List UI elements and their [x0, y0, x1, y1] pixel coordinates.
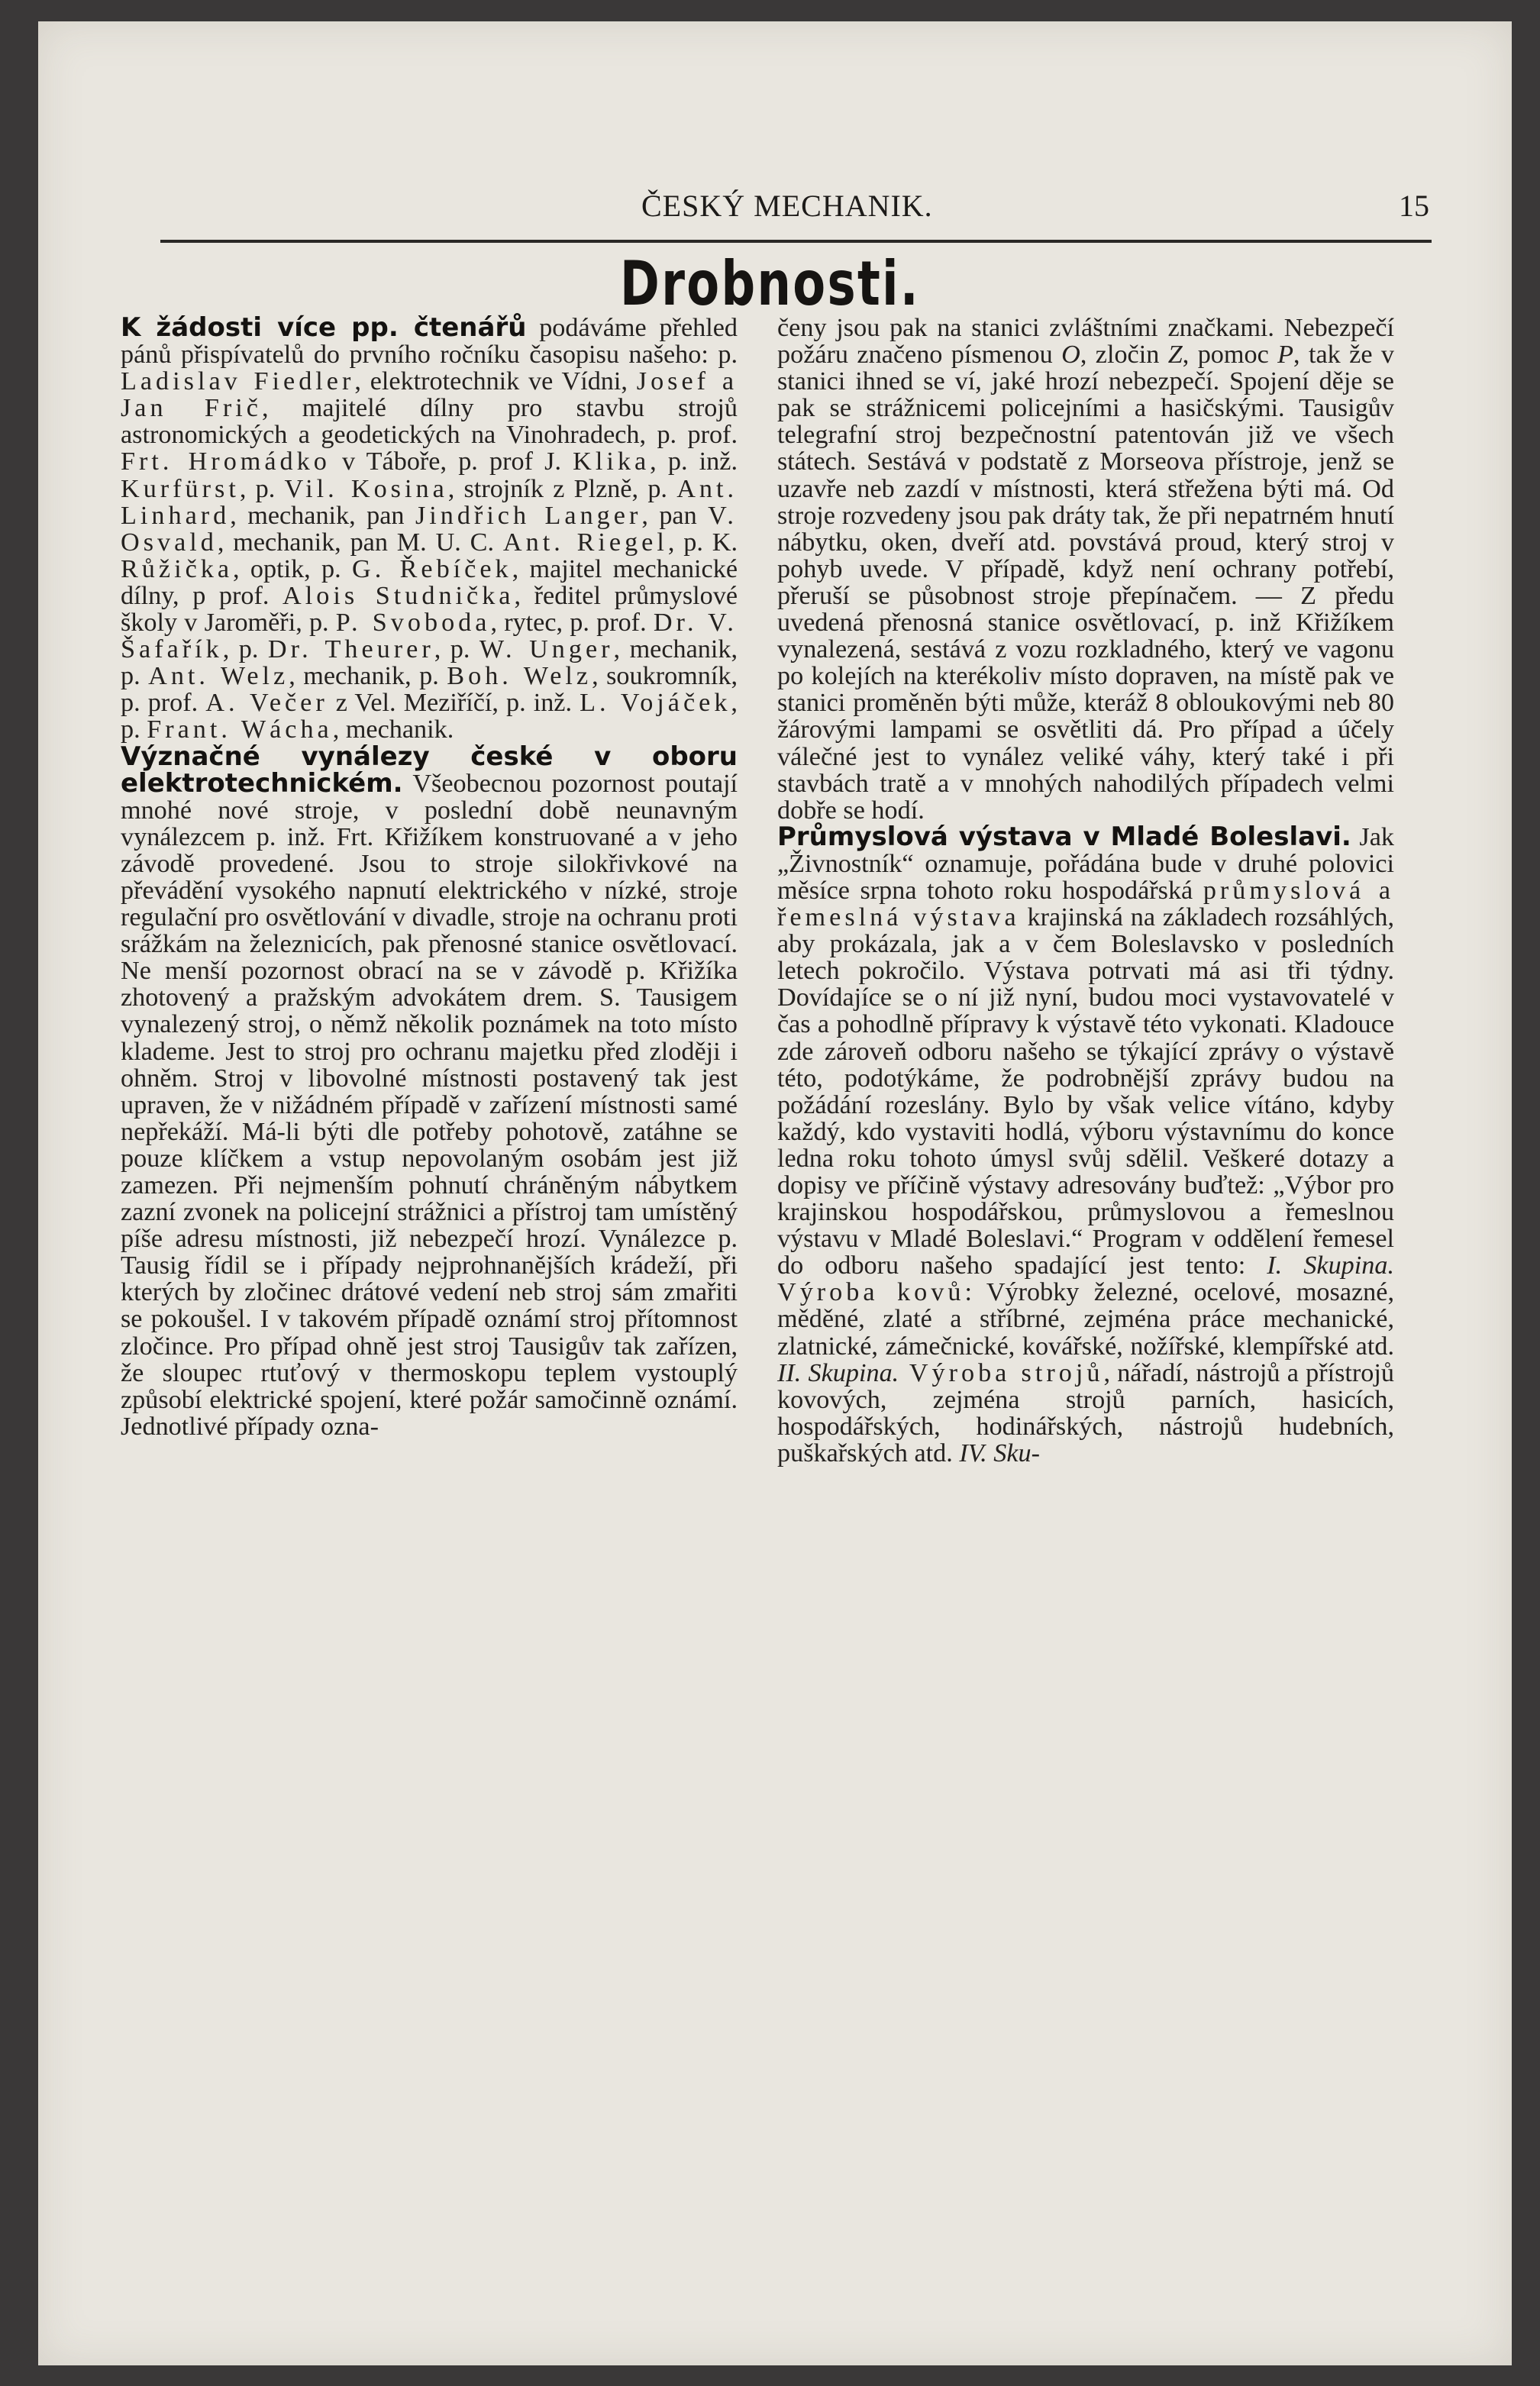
spaced-text: průmyslová a řemeslná výstava [777, 876, 1394, 932]
contributors-heading: K žádosti více pp. čtenářů [121, 312, 527, 343]
text-run: , mechanik, p. [121, 635, 738, 691]
inventions-paragraph [121, 741, 738, 1441]
text-run: , nářadí, nástrojů a přístrojů kovových, zejména strojů parních, hasicích, hospodářských, hodinářských, nástrojů hudebních, puškařských atd. [777, 1358, 1394, 1467]
text-run: , ředitel průmyslové školy v Jaroměři, p. [121, 581, 738, 638]
text-run: , strojník z Plzně, p. [447, 474, 677, 503]
contributor-name: Boh. Welz [447, 662, 592, 691]
text-run: čeny jsou pak na stanici zvláštními značkami. Nebezpečí požáru značeno písmenou [777, 314, 1394, 370]
group-label: IV. Sku- [959, 1438, 1041, 1467]
inventions-continuation-paragraph [777, 315, 1394, 824]
inventions-text: Všeobecnou pozornost poutají mnohé nové stroje, v poslední době neunavným vynálezcem p. inž. Frt. Křižíkem konstruované a v jeho závodě provedené. Jsou to stroje silokřivkové na převádění vysokého napnutí elektrického v nízké, stroje regulační pro osvětlování v divadle, stroje na ochranu proti srážkám na železnicích, pak přenosné stanice osvětlovací. Ne menší pozornost obrací na se v závodě p. Křižíka zhotovený a pražským advokátem drem. S. Tausigem vynalezený stroj, o němž několik poznámek na toto místo klademe. Jest to stroj pro ochranu majetku před zloději i ohněm. Stroj v libovolné místnosti postavený tak jest upraven, že v nižádném případě v zařízení místnosti samé nepřekáží. Má-li býti dle potřeby pohotově, zatáhne se pouze klíčkem a vstup nepovolaným osobám jest již zamezen. Při nejmenším pohnutí chráněným nábytkem zazní zvonek na policejní strážnici a přístroj tam umístěný píše adresu místnosti, již nebezpečí hrozí. Vynálezce p. Tausig řídil se i případy nejprohnanějších krádeží, při kterých by zločinec drátové vedení neb stroj sám zmařiti se pokoušel. I v takovém případě oznámí stroj přítomnost zločince. Pro případ ohně jest stroj Tausigův tak zařízen, že sloupec rtuťový v thermoskopu teplem vystouplý způsobí elektrické spojení, které požár samočinně oznámí. Jednotlivé případy ozna- [121, 769, 738, 1441]
text-run: , p. [434, 635, 479, 664]
text-run: , optik, p. [233, 554, 353, 583]
text-run: , soukromník, p. prof. [121, 662, 738, 718]
contributor-name: V. Osvald [121, 501, 738, 557]
contributor-name: L. Vojáček [580, 689, 731, 718]
text-run: krajinská na základech rozsáhlých, aby prokázala, jak a v čem Boleslavsko v posledních letech pokročilo. Výstava potrvati má asi tři týdny. Dovídajíce se o ní již nyní, budou moci vystavovatelé v čas a pohodlně přípravy k výstavě této vykonati. Kladouce zde zároveň odboru našeho se týkající zprávy o výstavě této, podotýkáme, že podrobnější zprávy budou na požádání rozeslány. Bylo by však velice vítáno, kdyby každý, kdo vystaviti hodlá, výboru výstavnímu do konce ledna roku tohoto úmysl svůj sdělil. Veškeré dotazy a dopisy ve příčině výstavy adresovány buďtež: „Výbor pro krajinskou hospodářskou, průmyslovou a řemeslnou výstavu v Mladé Boleslavi.“ Program v oddělení řemesel do odboru našeho spadající jest tento: [777, 903, 1394, 1280]
text-run: , majitelé dílny pro stavbu strojů astronomických a geodetických na Vinohradech, p. prof. [121, 394, 738, 450]
contributor-name: Ant. Linhard [121, 474, 738, 530]
contributor-name: Klika [573, 447, 651, 476]
text-run: , p. [121, 689, 738, 744]
text-run: , mechanik, pan [230, 501, 415, 530]
contributor-name: Ant. Riegel [502, 528, 668, 557]
header-rule [160, 240, 1432, 243]
text-run: Jak „Živnostník“ oznamuje, pořádána bude v druhé polovici měsíce srpna tohoto roku hospodářská [777, 822, 1395, 905]
spaced-text: Výroba strojů [899, 1358, 1104, 1387]
contributor-name: Alois Studnička [282, 581, 515, 610]
text-run: , majitel mechanické dílny, p prof. [121, 554, 738, 610]
text-run: , p. inž. [650, 447, 738, 476]
contributor-name: Ladislav Fiedler [121, 367, 355, 396]
contributor-name: Růžička [121, 554, 234, 583]
contributor-name: P. Svoboda [335, 609, 491, 638]
text-run: podáváme přehled pánů přispívatelů do prvního ročníku časopisu našeho: p. [121, 314, 738, 370]
signal-letter: Z [1167, 341, 1183, 370]
contributor-name: W. Unger [479, 635, 614, 664]
text-run: , p. [239, 474, 285, 503]
contributor-name: Frant. Wácha [147, 715, 333, 744]
signal-letter: O [1061, 341, 1080, 370]
inventions-heading: Význačné vynálezy české v oboru elektrotechnickém. [121, 741, 738, 799]
text-run: : Výrobky železné, ocelové, mosazné, měděné, zlaté a stříbrné, zejména práce mechanické, zlatnické, zámečnické, kovářské, nožířské, klempířské atd. [777, 1278, 1394, 1361]
signal-letter: P [1277, 341, 1294, 370]
text-run: , rytec, p. prof. [490, 609, 654, 638]
contributor-name: Frt. Hromádko [121, 447, 331, 476]
left-column [121, 312, 738, 1441]
text-run: , mechanik, p. [289, 662, 447, 691]
group-label: II. Skupina. [777, 1358, 899, 1387]
text-run: , p. K. [667, 528, 738, 557]
exhibition-heading: Průmyslová výstava v Mladé Boleslavi. [777, 821, 1351, 852]
contributor-name: Dr. Theurer [267, 635, 434, 664]
running-header-title: ČESKÝ MECHANIK. [641, 189, 933, 223]
contributor-name: Ant. Welz [148, 662, 289, 691]
text-run: v Táboře, p. prof J. [330, 447, 573, 476]
contributor-name: Vil. Kosina [284, 474, 448, 503]
exhibition-paragraph [777, 821, 1395, 1467]
text-run: , p. [222, 635, 268, 664]
text-run: , zločin [1080, 341, 1168, 370]
text-run: , pan [641, 501, 709, 530]
text-run: , mechanik. [332, 715, 454, 744]
contributor-name: Dr. V. Šafařík [121, 609, 738, 664]
text-run: , tak že v stanici ihned se ví, jaké hrozí nebezpečí. Spojení děje se pak se strážnicemi policejními a hasičskými. Tausigův telegrafní stroj bezpečnostní patentován již ve všech státech. Sestává v podstatě z Morseova přístroje, jenž se uzavře neb zazdí v místnosti, která střežena býti má. Od stroje rozvedeny jsou pak dráty tak, že při nepatrném hnutí nábytku, oken, dveří atd. povstává proud, který stroj v pohyb uvede. V případě, když není ochrany potřebí, přeruší se působnost stroje přepínačem. — Z předu uvedená přenosná stanice osvětlovací, p. inž Křižíkem vynalezená, sestává z vozu rozkladného, který ve vagonu po kolejích na kterékoliv místo dopraven, na místě pak ve stanici proměněn býti může, kteráž 8 obloukovými neb 80 žárovými lampami se osvětliti dá. Pro případ a účely válečné jest to vynález veliké váhy, který také i při stavbách tratě a v mnohých nahodilých případech velmi dobře se hodí. [777, 341, 1394, 825]
contributor-name: Kurfürst [121, 474, 240, 503]
spaced-text: Výroba kovů [777, 1278, 965, 1307]
group-label: I. Skupina. [1267, 1251, 1394, 1280]
section-title: Drobnosti. [620, 248, 920, 319]
contributor-name: Jindřich Langer [415, 501, 642, 530]
contributors-paragraph [121, 312, 738, 744]
text-run: , pomoc [1182, 341, 1278, 370]
text-run: , elektrotechnik ve Vídni, [354, 367, 637, 396]
contributor-name: Josef a Jan Frič [121, 367, 738, 423]
text-run: z Vel. Meziříčí, p. inž. [328, 689, 580, 718]
page-number: 15 [1399, 189, 1429, 223]
contributor-name: A. Večer [205, 689, 328, 718]
right-column [777, 315, 1394, 1467]
text-run: , mechanik, pan M. U. C. [217, 528, 503, 557]
contributor-name: G. Řebíček [352, 554, 512, 583]
